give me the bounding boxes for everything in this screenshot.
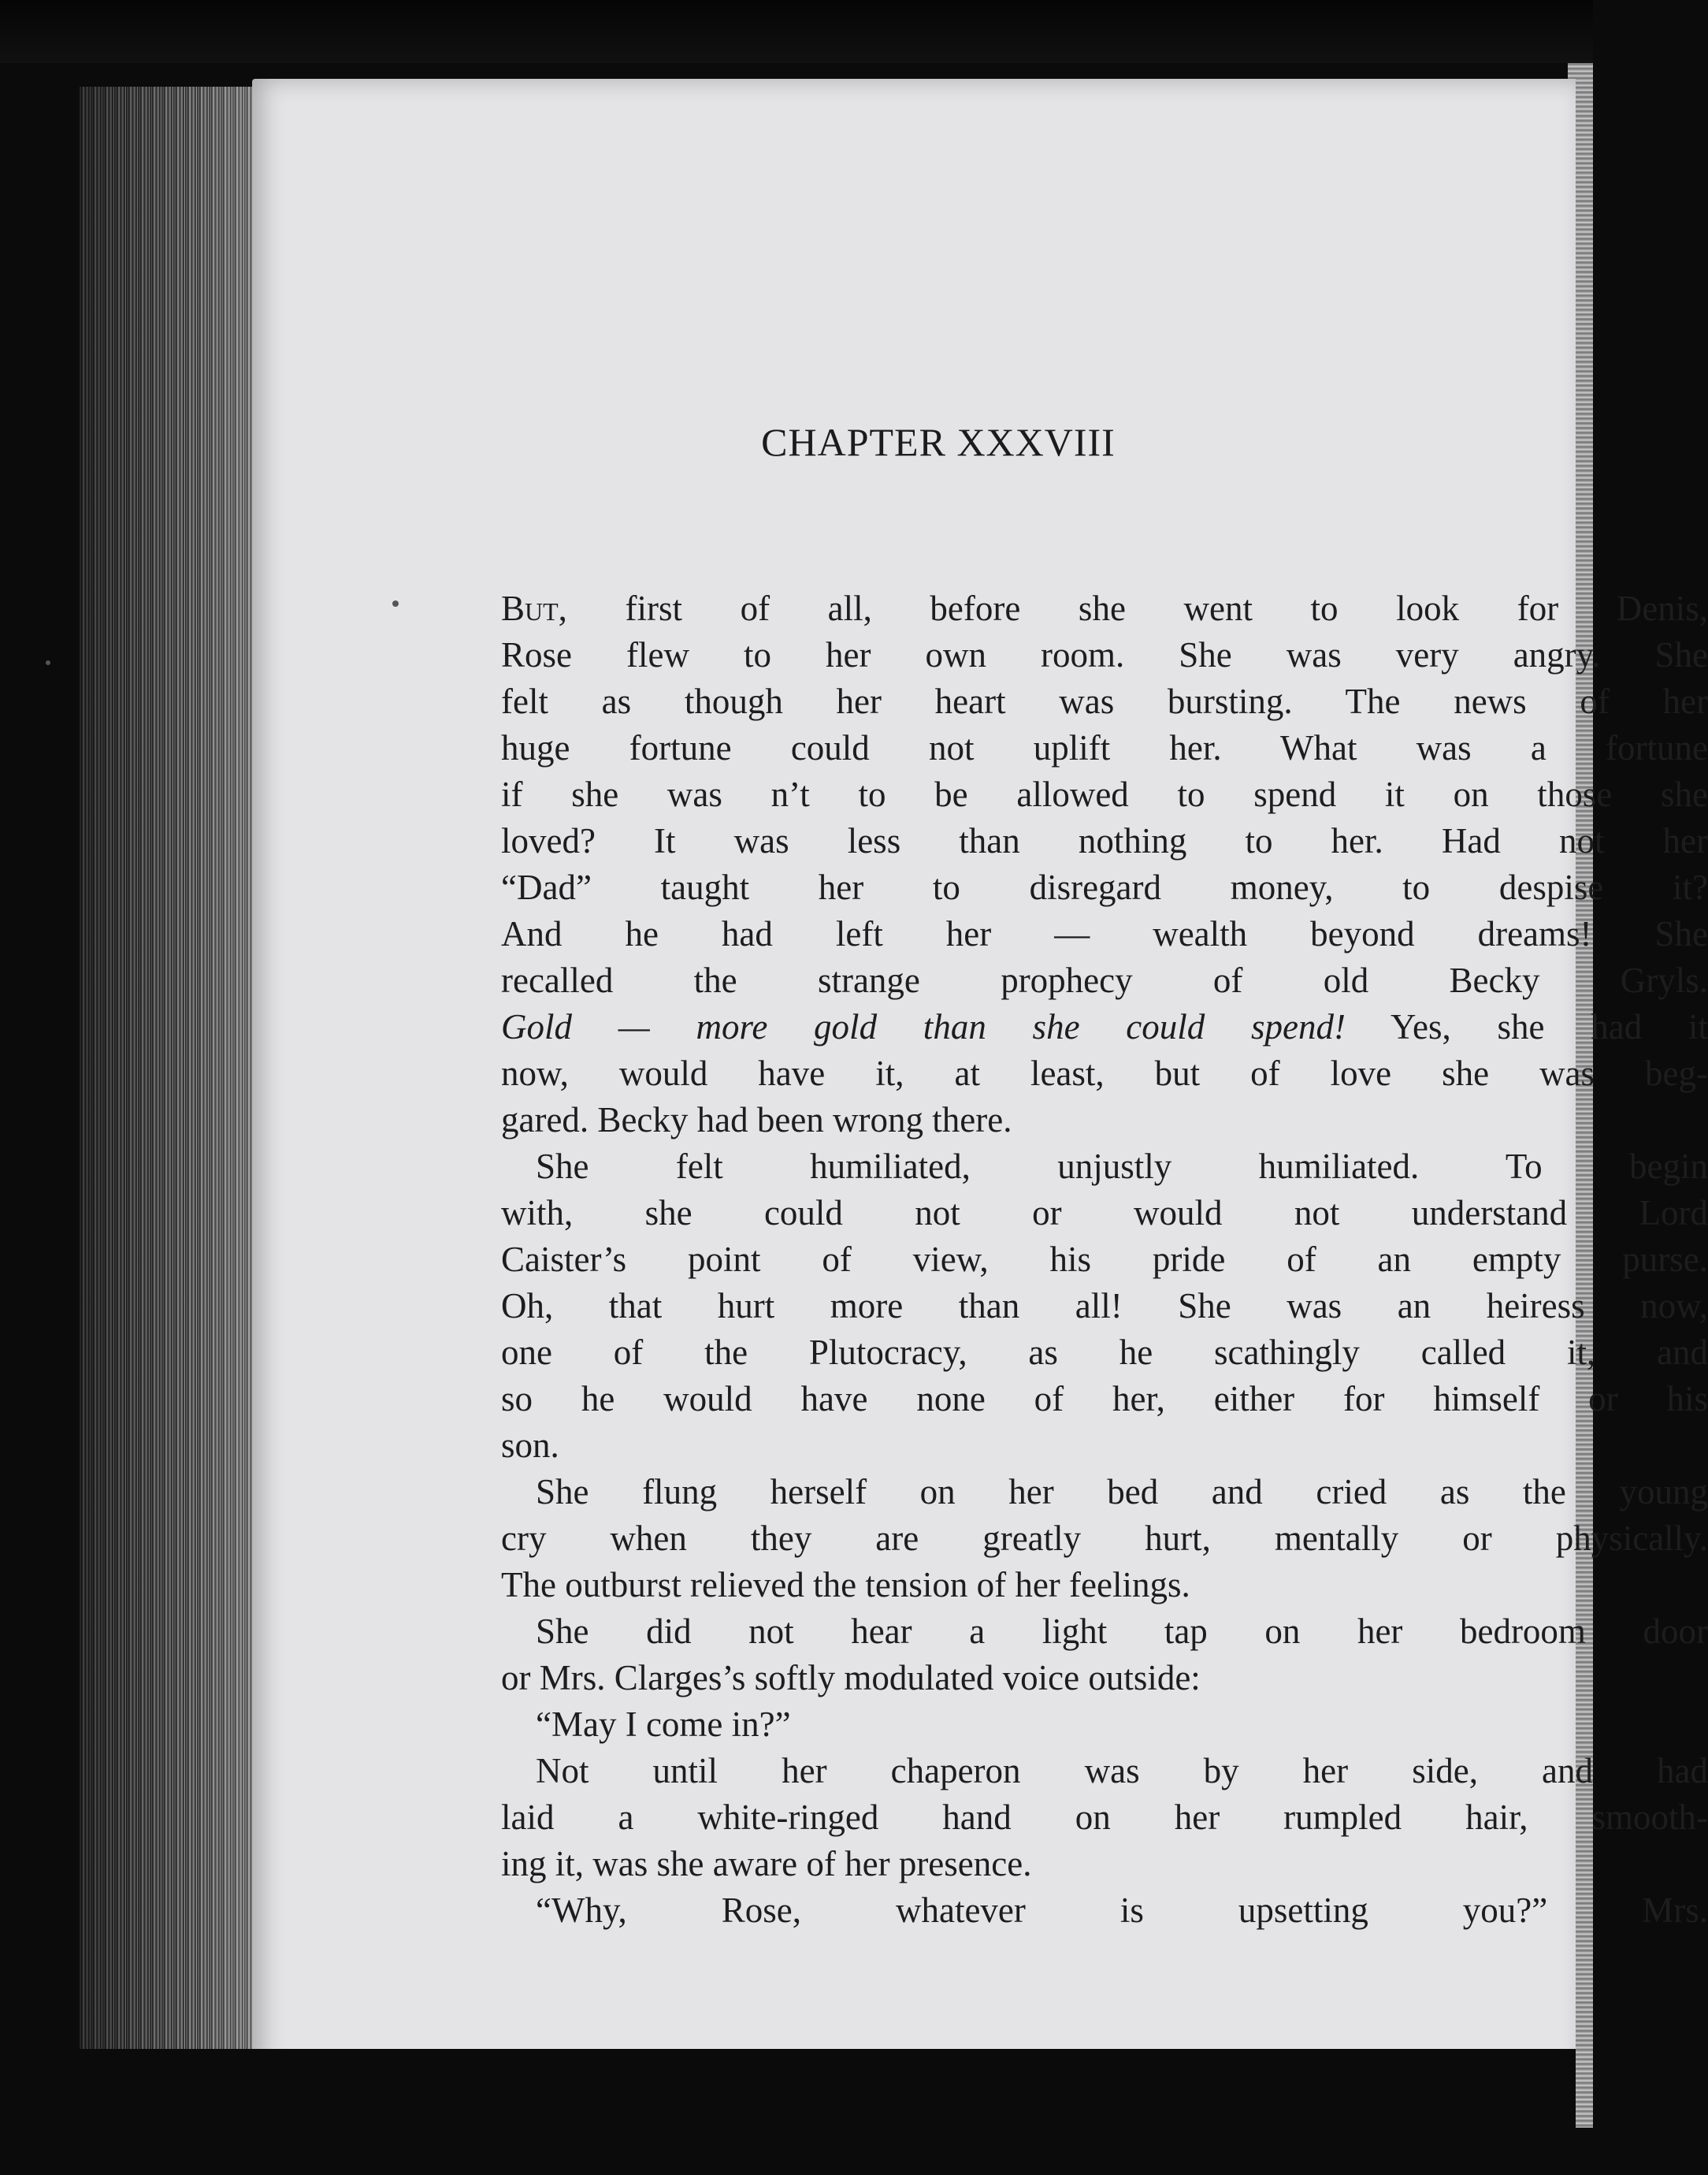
text-line: ing it, was she aware of her presence. xyxy=(501,1844,1032,1883)
text-line: She felt humiliated, unjustly humiliated. To begin xyxy=(536,1147,1708,1186)
text-line: recalled the strange prophecy of old Becky Gryls. xyxy=(501,961,1708,1000)
text-line: cry when they are greatly hurt, mentally or physically. xyxy=(501,1519,1708,1558)
book-page-edges xyxy=(79,87,260,2073)
text-line: She did not hear a light tap on her bedroom door xyxy=(536,1612,1708,1651)
text-line: loved? It was less than nothing to her. Had not her xyxy=(501,821,1708,861)
scanner-border xyxy=(79,2049,1576,2175)
text-line: son. xyxy=(501,1426,559,1465)
italic-quote: Gold — more gold than she could spend! xyxy=(501,1007,1346,1047)
text-line: or Mrs. Clarges’s softly modulated voice outside: xyxy=(501,1658,1201,1697)
page xyxy=(252,79,1708,2140)
chapter-body xyxy=(501,586,1708,1934)
text-line: one of the Plutocracy, as he scathingly called it, and xyxy=(501,1333,1708,1372)
text-line: “May I come in?” xyxy=(536,1705,791,1744)
lead-word: But, xyxy=(501,589,567,628)
text-line: Gold — more gold than she could spend! Yes, she had it xyxy=(501,1007,1708,1047)
text-line: “Why, Rose, whatever is upsetting you?” Mrs. xyxy=(536,1891,1708,1930)
text-line: And he had left her — wealth beyond dreams! She xyxy=(501,914,1708,954)
text-line: now, would have it, at least, but of love she was beg- xyxy=(501,1054,1708,1093)
text-line: huge fortune could not uplift her. What was a fortune xyxy=(501,728,1708,768)
text-line: Oh, that hurt more than all! She was an heiress now, xyxy=(501,1286,1708,1325)
text-line: with, she could not or would not understand Lord xyxy=(501,1193,1708,1232)
text-line: so he would have none of her, either for himself or his xyxy=(501,1379,1708,1418)
text-line: But, first of all, before she went to look for Denis, xyxy=(501,589,1708,628)
dust-speck xyxy=(46,660,50,665)
text-line: “Dad” taught her to disregard money, to despise it? xyxy=(501,868,1708,907)
text-line: Rose flew to her own room. She was very angry. She xyxy=(501,635,1708,675)
text-line: gared. Becky had been wrong there. xyxy=(501,1100,1012,1140)
text-line: if she was n’t to be allowed to spend it on those she xyxy=(501,775,1708,814)
dust-speck xyxy=(392,600,399,607)
chapter-title: CHAPTER XXXVIII xyxy=(761,420,1116,464)
text-line: laid a white-ringed hand on her rumpled hair, smooth- xyxy=(501,1798,1708,1837)
text-line: Not until her chaperon was by her side, and had xyxy=(536,1751,1708,1790)
text-line: She flung herself on her bed and cried as the young xyxy=(536,1472,1708,1511)
scanner-border xyxy=(0,0,1593,63)
text-line: Caister’s point of view, his pride of an empty purse. xyxy=(501,1240,1708,1279)
text-line: felt as though her heart was bursting. The news of her xyxy=(501,682,1708,721)
text-line: The outburst relieved the tension of her feelings. xyxy=(501,1565,1190,1604)
